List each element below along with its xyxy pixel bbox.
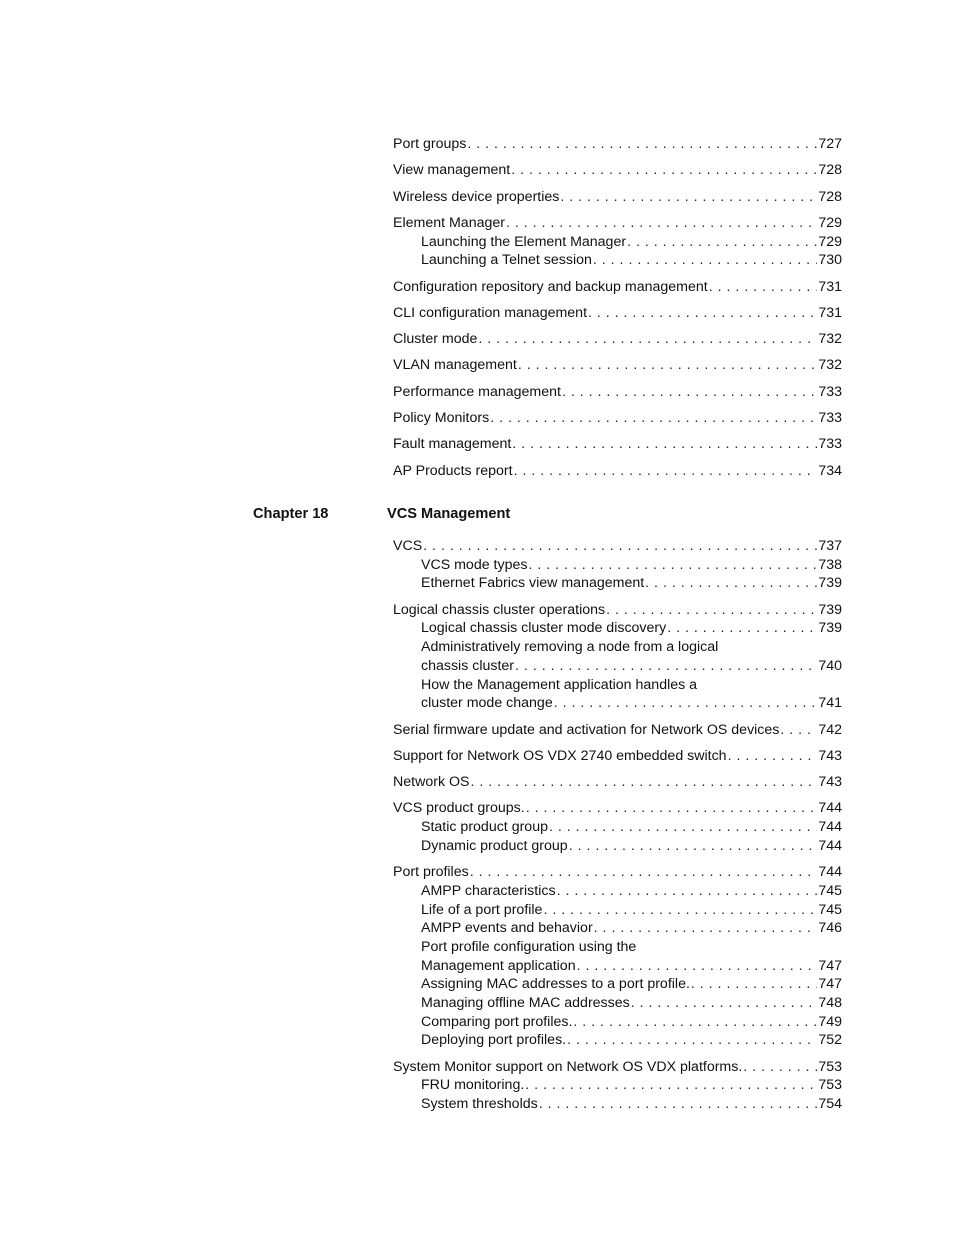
dot-leader: [539, 1095, 818, 1114]
toc-entry-title: Port profiles: [393, 864, 469, 881]
toc-subentry[interactable]: [393, 1013, 842, 1032]
toc-entry[interactable]: [393, 799, 842, 818]
toc-subentry[interactable]: [393, 251, 842, 270]
toc-group: [393, 537, 842, 593]
dot-leader: [667, 619, 817, 638]
toc-page-number: 737: [818, 538, 842, 554]
dot-leader: [506, 214, 817, 233]
toc-entry[interactable]: [393, 747, 842, 766]
toc-group: [393, 747, 842, 766]
toc-entry[interactable]: [393, 330, 842, 349]
dot-leader: [562, 383, 817, 402]
toc-page-number: 744: [818, 864, 842, 881]
toc-page-number: 728: [818, 162, 842, 179]
toc-page-number: 748: [818, 995, 842, 1012]
toc-page-number: 727: [818, 136, 842, 152]
toc-entry[interactable]: [393, 435, 842, 454]
toc-entry[interactable]: [393, 601, 842, 620]
toc-entry[interactable]: [393, 304, 842, 323]
toc-entry-title: System Monitor support on Network OS VDX platforms.: [393, 1058, 743, 1075]
toc-subentry[interactable]: [393, 919, 842, 938]
toc-page-number: 728: [818, 188, 842, 205]
dot-leader: [478, 330, 817, 349]
toc-group: [393, 188, 842, 207]
toc-entry-title: chassis cluster: [421, 657, 515, 674]
toc-entry-title: Comparing port profiles.: [421, 1013, 573, 1030]
toc-entry-title: VCS product groups.: [393, 800, 525, 817]
toc-entry-title: Dynamic product group: [421, 837, 568, 854]
toc-entry-title: AMPP events and behavior: [421, 920, 593, 937]
toc-page-number: 745: [818, 901, 842, 918]
toc-group: [393, 304, 842, 323]
toc-entry[interactable]: [393, 135, 842, 154]
toc-subentry[interactable]: [393, 1031, 842, 1050]
toc-entry[interactable]: [393, 863, 842, 882]
toc-entry-title: Serial firmware update and activation for Network OS devices: [393, 721, 780, 738]
toc-group: [393, 278, 842, 297]
toc-subentry[interactable]: [393, 556, 842, 575]
toc-entry-title: VLAN management: [393, 357, 517, 374]
toc-subentry[interactable]: [393, 901, 842, 920]
toc-group: [393, 356, 842, 375]
dot-leader: [645, 574, 817, 593]
toc-entry[interactable]: [393, 409, 842, 428]
dot-leader: [631, 994, 818, 1013]
toc-entry-title: VCS mode types: [421, 556, 528, 573]
toc-entry-title: Fault management: [393, 436, 512, 453]
toc-entry-title: Wireless device properties: [393, 188, 560, 205]
toc-subentry[interactable]: [393, 818, 842, 837]
toc-subentry[interactable]: [393, 619, 842, 638]
toc-entry-title: Policy Monitors: [393, 410, 490, 427]
dot-leader: [728, 747, 818, 766]
toc-entry-title: Launching a Telnet session: [421, 252, 592, 269]
toc-entry-title: FRU monitoring.: [421, 1077, 525, 1094]
toc-entry-title: Managing offline MAC addresses: [421, 995, 630, 1012]
dot-leader: [567, 1031, 817, 1050]
toc-page-number: 731: [818, 304, 842, 321]
toc-subentry[interactable]: [393, 694, 842, 713]
toc-entry-title: Static product group: [421, 819, 548, 836]
toc-entry-title-line: Administratively removing a node from a logical: [421, 639, 719, 656]
dot-leader: [490, 409, 817, 428]
dot-leader: [627, 233, 817, 252]
dot-leader: [573, 1013, 817, 1032]
toc-page-number: 743: [818, 774, 842, 791]
toc-group: [393, 330, 842, 349]
dot-leader: [593, 251, 817, 270]
toc-entry-title: Logical chassis cluster mode discovery: [421, 620, 667, 637]
toc-entry-title: Launching the Element Manager: [421, 233, 627, 250]
dot-leader: [709, 278, 818, 297]
dot-leader: [554, 694, 818, 713]
toc-page-number: 744: [818, 837, 842, 854]
toc-group: [393, 383, 842, 402]
dot-leader: [560, 188, 817, 207]
toc-entry-title: Ethernet Fabrics view management: [421, 575, 645, 592]
toc-group: [393, 721, 842, 740]
toc-subentry[interactable]: [393, 1076, 842, 1095]
toc-page-number: 744: [818, 819, 842, 836]
toc-page-number: 741: [818, 695, 842, 712]
dot-leader: [515, 657, 817, 676]
toc-subentry[interactable]: [393, 837, 842, 856]
dot-leader: [577, 957, 818, 976]
dot-leader: [588, 304, 817, 323]
toc-entry-title: Deploying port profiles.: [421, 1032, 567, 1049]
toc-page-number: 733: [818, 410, 842, 427]
toc-entry-title: System thresholds: [421, 1096, 538, 1113]
toc-group: [393, 462, 842, 481]
toc-page-number: 734: [818, 462, 842, 479]
toc-entry-title: Network OS: [393, 774, 470, 791]
toc-entry-title: VCS: [393, 538, 423, 554]
toc-entry[interactable]: [393, 188, 842, 207]
toc-entry-title: CLI configuration management: [393, 304, 588, 321]
dot-leader: [780, 721, 817, 740]
toc-page-number: 753: [818, 1058, 842, 1075]
toc-page-number: 747: [818, 957, 842, 974]
toc-entry[interactable]: [393, 214, 842, 233]
toc-group: [393, 799, 842, 855]
toc-page-number: 731: [818, 278, 842, 295]
toc-entry[interactable]: [393, 537, 842, 556]
dot-leader: [528, 556, 817, 575]
toc-entry-title: Life of a port profile: [421, 901, 543, 918]
toc-page-number: 729: [818, 233, 842, 250]
toc-entry-title: Element Manager: [393, 214, 505, 231]
dot-leader: [512, 435, 817, 454]
dot-leader: [557, 882, 818, 901]
toc-page-number: 739: [818, 601, 842, 618]
toc-entry[interactable]: [393, 462, 842, 481]
toc-group: [393, 435, 842, 454]
toc-page-number: 752: [818, 1032, 842, 1049]
toc-subentry[interactable]: [393, 994, 842, 1013]
toc-entry-title: AMPP characteristics: [421, 882, 556, 899]
toc-entry[interactable]: [393, 161, 842, 180]
toc-page-number: 732: [818, 357, 842, 374]
toc-group: [393, 773, 842, 792]
toc-page-number: 749: [818, 1013, 842, 1030]
toc-section-b: [393, 537, 842, 1121]
dot-leader: [514, 462, 818, 481]
dot-leader: [470, 863, 818, 882]
toc-subentry[interactable]: [393, 975, 842, 994]
toc-page-number: 732: [818, 331, 842, 348]
toc-entry-title-line: Port profile configuration using the: [421, 938, 637, 955]
dot-leader: [518, 356, 818, 375]
dot-leader: [606, 601, 817, 620]
toc-entry-title: Assigning MAC addresses to a port profile.: [421, 976, 690, 993]
toc-group: [393, 135, 842, 154]
toc-entry[interactable]: [393, 1058, 842, 1077]
dot-leader: [569, 837, 818, 856]
toc-entry-title: Cluster mode: [393, 331, 478, 348]
dot-leader: [423, 537, 817, 556]
toc-section-a: [393, 135, 842, 488]
toc-entry-title: Configuration repository and backup management: [393, 278, 708, 295]
toc-page-number: 730: [818, 252, 842, 269]
toc-entry[interactable]: [393, 721, 842, 740]
dot-leader: [594, 919, 818, 938]
chapter-title: VCS Management: [387, 506, 511, 522]
toc-page-number: 745: [818, 882, 842, 899]
dot-leader: [467, 135, 817, 154]
dot-leader: [691, 975, 817, 994]
toc-page-number: 747: [818, 976, 842, 993]
toc-page-number: 733: [818, 436, 842, 453]
toc-entry-title: AP Products report: [393, 462, 513, 479]
toc-page-number: 744: [818, 800, 842, 817]
toc-entry-title: Port groups: [393, 136, 467, 152]
toc-subentry[interactable]: [393, 882, 842, 901]
toc-subentry[interactable]: [393, 957, 842, 976]
toc-subentry[interactable]: [393, 574, 842, 593]
toc-group: [393, 601, 842, 713]
toc-page-number: 739: [818, 575, 842, 592]
chapter-number: Chapter 18: [253, 506, 329, 522]
toc-page-number: 733: [818, 383, 842, 400]
toc-page-number: 742: [818, 721, 842, 738]
toc-entry[interactable]: [393, 773, 842, 792]
dot-leader: [543, 901, 817, 920]
dot-leader: [470, 773, 817, 792]
toc-entry[interactable]: [393, 356, 842, 375]
dot-leader: [743, 1058, 817, 1077]
toc-subentry[interactable]: [393, 657, 842, 676]
toc-entry-title: View management: [393, 162, 511, 179]
toc-page-number: 743: [818, 747, 842, 764]
toc-page-number: 753: [818, 1077, 842, 1094]
toc-subentry[interactable]: [393, 1095, 842, 1114]
toc-entry-title: Logical chassis cluster operations: [393, 601, 606, 618]
dot-leader: [525, 1076, 817, 1095]
toc-group: [393, 863, 842, 1050]
toc-entry-title: Management application: [421, 957, 576, 974]
toc-entry-title: Performance management: [393, 383, 561, 400]
toc-page-number: 739: [818, 620, 842, 637]
toc-page-number: 746: [818, 920, 842, 937]
toc-group: [393, 409, 842, 428]
toc-page-number: 754: [818, 1096, 842, 1113]
toc-subentry[interactable]: [393, 233, 842, 252]
toc-entry-title: Support for Network OS VDX 2740 embedded switch: [393, 747, 727, 764]
dot-leader: [549, 818, 817, 837]
dot-leader: [526, 799, 818, 818]
toc-group: [393, 1058, 842, 1114]
toc-entry-title: cluster mode change: [421, 695, 553, 712]
toc-group: [393, 214, 842, 270]
toc-entry[interactable]: [393, 278, 842, 297]
toc-page-number: 729: [818, 214, 842, 231]
toc-page-number: 740: [818, 657, 842, 674]
toc-entry[interactable]: [393, 383, 842, 402]
dot-leader: [511, 161, 817, 180]
toc-entry-title-line: How the Management application handles a: [421, 676, 698, 693]
toc-page-number: 738: [818, 556, 842, 573]
toc-group: [393, 161, 842, 180]
